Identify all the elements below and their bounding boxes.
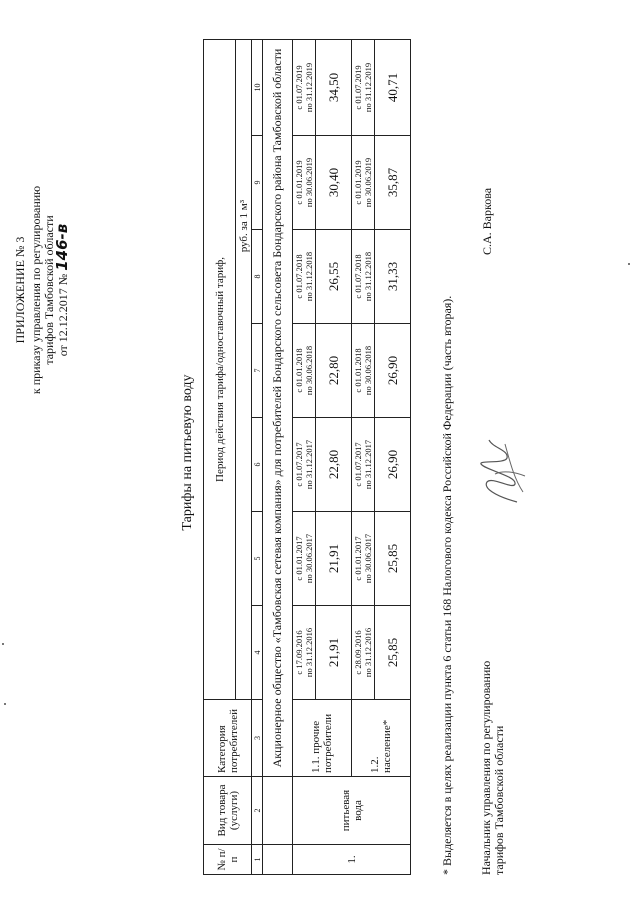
col-number: 6 [252, 418, 263, 512]
table-row-dates [293, 40, 316, 875]
signatory-title: Начальник управления по регулированию тарифов Тамбовской области [479, 660, 506, 875]
tariff-value: 25,85 [375, 512, 411, 606]
period-cell: с 01.01.2018 по 30.06.2018 [352, 324, 375, 418]
signatory-name: С.А. Варкова [480, 187, 494, 255]
tariff-table [203, 39, 411, 875]
tariff-value: 26,90 [375, 418, 411, 512]
appendix-title: ПРИЛОЖЕНИЕ № 3 [13, 236, 27, 344]
col-number: 1 [252, 845, 263, 875]
tariff-value: 25,85 [375, 606, 411, 700]
column-number-row [252, 40, 263, 875]
col-number: 10 [252, 40, 263, 136]
handwritten-signature [465, 430, 535, 510]
tariff-value: 34,50 [316, 40, 352, 136]
col-number: 4 [252, 606, 263, 700]
col-number: 2 [252, 777, 263, 845]
document-title: Тарифы на питьевую воду [180, 374, 195, 531]
category-label: 1.1. прочие потребители [293, 700, 352, 777]
period-cell: с 01.07.2019 по 31.12.2019 [293, 40, 316, 136]
order-number: 146-в [53, 223, 71, 271]
tariff-value: 40,71 [375, 40, 411, 136]
period-cell: с 17.09.2016 по 31.12.2016 [293, 606, 316, 700]
header-line-3 [53, 130, 71, 450]
scan-speck [628, 263, 630, 265]
header-unit: руб. за 1 м³ [236, 40, 252, 700]
tariff-value: 22,80 [316, 418, 352, 512]
col-number: 8 [252, 230, 263, 324]
organization-name: Акционерное общество «Тамбовская сетевая компания» для потребителей Бондарского сельсовета Бондарского района Тамбовской области [263, 40, 293, 777]
period-cell: с 28.09.2016 по 31.12.2016 [352, 606, 375, 700]
header-category: Категория потребителей [204, 700, 252, 777]
organization-row [263, 40, 293, 875]
col-number: 7 [252, 324, 263, 418]
tariff-value: 21,91 [316, 606, 352, 700]
tariff-value: 21,91 [316, 512, 352, 606]
row-number: 1. [293, 845, 411, 875]
footnote: * Выделяется в целях реализации пункта 6 статьи 168 Налогового кодекса Российской Федерации (часть вторая). [440, 295, 454, 875]
scan-speck [2, 643, 4, 645]
header-period: Период действия тарифа/одноставочный тариф, [204, 40, 236, 700]
product-kind: питьевая вода [293, 777, 411, 845]
tariff-value: 35,87 [375, 136, 411, 230]
tariff-value: 22,80 [316, 324, 352, 418]
period-cell: с 01.07.2018 по 31.12.2018 [352, 230, 375, 324]
header-kind: Вид товара (услуги) [204, 777, 252, 845]
period-cell: с 01.01.2017 по 30.06.2017 [293, 512, 316, 606]
period-cell: с 01.01.2017 по 30.06.2017 [352, 512, 375, 606]
col-number: 3 [252, 700, 263, 777]
scan-speck [4, 703, 6, 705]
table-row-dates [352, 40, 375, 875]
order-date: от 12.12.2017 № [56, 273, 70, 357]
period-cell: с 01.01.2019 по 30.06.2019 [293, 136, 316, 230]
tariff-value: 26,55 [316, 230, 352, 324]
period-cell: с 01.07.2018 по 31.12.2018 [293, 230, 316, 324]
period-cell: с 01.07.2017 по 31.12.2017 [293, 418, 316, 512]
period-cell: с 01.07.2019 по 31.12.2019 [352, 40, 375, 136]
header-no: № п/п [204, 845, 252, 875]
header-line-2: тарифов Тамбовской области [42, 215, 56, 365]
period-cell: с 01.01.2018 по 30.06.2018 [293, 324, 316, 418]
tariff-value: 30,40 [316, 136, 352, 230]
col-number: 9 [252, 136, 263, 230]
col-number: 5 [252, 512, 263, 606]
tariff-value: 31,33 [375, 230, 411, 324]
period-cell: с 01.01.2019 по 30.06.2019 [352, 136, 375, 230]
category-label: 1.2. население* [352, 700, 411, 777]
table-header-row [204, 40, 236, 875]
header-line-1: к приказу управления по регулированию [29, 185, 43, 395]
period-cell: с 01.07.2017 по 31.12.2017 [352, 418, 375, 512]
tariff-value: 26,90 [375, 324, 411, 418]
